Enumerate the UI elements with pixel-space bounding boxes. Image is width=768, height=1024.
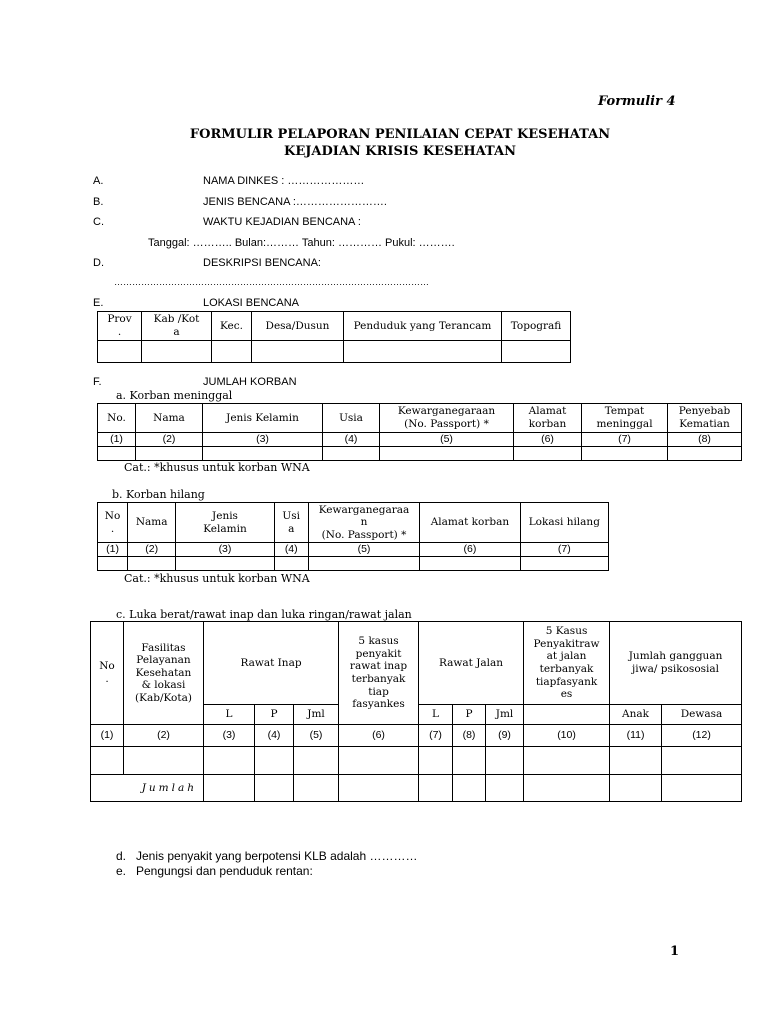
cell-empty[interactable] [668,447,742,461]
column-number: (8) [668,433,742,447]
header-tempat-meninggal: Tempat meninggal [582,404,668,433]
column-number: (3) [176,543,274,557]
column-number: (5) [380,433,514,447]
header-p: P [453,705,486,725]
header-dewasa: Dewasa [662,705,742,725]
cell-empty[interactable] [98,557,128,571]
column-number: (2) [136,433,203,447]
header-prov: Prov . [98,312,142,341]
column-number: (7) [520,543,608,557]
column-number: (1) [98,543,128,557]
page-number: 1 [670,944,680,959]
note-meninggal: Cat.: *khusus untuk korban WNA [124,461,310,474]
column-number: (8) [453,725,486,747]
cell-empty[interactable] [255,747,294,775]
header-desa: Desa/Dusun [252,312,344,341]
cell-empty[interactable] [176,557,274,571]
column-number: (6) [339,725,419,747]
cell-empty[interactable] [252,341,344,363]
header-l: L [204,705,255,725]
header-usia: Usi a [274,503,308,543]
column-number: (6) [514,433,582,447]
form-number: Formulir 4 [598,94,676,109]
section-b-text: JENIS BENCANA :……………………. [203,196,387,208]
cell-empty[interactable] [308,557,419,571]
header-alamat: Alamat korban [514,404,582,433]
table-row [98,447,742,461]
column-number: (7) [419,725,453,747]
header-kewarganegaraan: Kewarganegaraan (No. Passport) * [380,404,514,433]
header-jml: Jml [294,705,339,725]
cell-empty[interactable] [486,747,524,775]
section-e-letter: E. [93,297,104,309]
cell-empty[interactable] [339,775,419,802]
header-fasilitas: Fasilitas Pelayanan Kesehatan & lokasi (Kab/Kota) [124,622,204,725]
column-number: (3) [204,725,255,747]
header-no: No. [98,404,136,433]
column-number: (1) [91,725,124,747]
column-number: (12) [662,725,742,747]
header-jenis-kelamin: Jenis Kelamin [176,503,274,543]
cell-empty[interactable] [274,557,308,571]
title-line-2: KEJADIAN KRISIS KESEHATAN [284,144,516,159]
column-number: (11) [610,725,662,747]
cell-empty[interactable] [255,775,294,802]
column-number: (4) [274,543,308,557]
section-a-text: NAMA DINKES : ………………… [203,175,365,187]
header-no: No . [91,622,124,725]
column-number: (6) [420,543,520,557]
column-number: (3) [203,433,323,447]
korban-meninggal-table [97,403,742,461]
cell-empty[interactable] [98,341,142,363]
cell-empty[interactable] [339,747,419,775]
cell-empty[interactable] [420,557,520,571]
section-a-letter: A. [93,175,104,187]
column-number: (4) [255,725,294,747]
item-e-text: Pengungsi dan penduduk rentan: [136,864,313,878]
lokasi-table [97,311,571,363]
cell-empty[interactable] [91,747,124,775]
header-kasus-rawat-jalan: 5 Kasus Penyakitraw at jalan terbanyak tiapfasyank es [524,622,610,705]
cell-empty[interactable] [520,557,608,571]
table-row [91,747,742,775]
header-kasus-rawat-inap: 5 kasus penyakit rawat inap terbanyak tiap fasyankes [339,622,419,725]
header-l: L [419,705,453,725]
header-jenis-kelamin: Jenis Kelamin [203,404,323,433]
item-e-letter: e. [116,864,127,878]
column-number: (5) [294,725,339,747]
column-number: (10) [524,725,610,747]
note-hilang: Cat.: *khusus untuk korban WNA [124,572,310,585]
cell-empty[interactable] [204,747,255,775]
table-row [98,557,609,571]
column-number: (7) [582,433,668,447]
cell-empty[interactable] [524,747,610,775]
header-anak: Anak [610,705,662,725]
cell-empty[interactable] [610,747,662,775]
cell-empty[interactable] [419,747,453,775]
cell-empty[interactable] [582,447,668,461]
header-rawat-inap: Rawat Inap [204,622,339,705]
column-number: (2) [128,543,176,557]
section-b-letter: B. [93,196,104,208]
header-lokasi-hilang: Lokasi hilang [520,503,608,543]
cell-empty[interactable] [610,775,662,802]
cell-empty[interactable] [142,341,212,363]
cell-empty[interactable] [380,447,514,461]
header-nama: Nama [128,503,176,543]
cell-empty[interactable] [453,775,486,802]
column-number: (9) [486,725,524,747]
header-no: No . [98,503,128,543]
header-jml: Jml [486,705,524,725]
section-d-dots: …………………………………………………………………………………………… [114,277,429,287]
column-number: (5) [308,543,419,557]
section-c-text: WAKTU KEJADIAN BENCANA : [203,216,361,228]
cell-empty[interactable] [294,775,339,802]
header-kewarganegaraan: Kewarganegaraa n (No. Passport) * [308,503,419,543]
cell-empty[interactable] [124,747,204,775]
header-penyebab: Penyebab Kematian [668,404,742,433]
jumlah-row [91,775,742,802]
cell-empty[interactable] [486,775,524,802]
cell-empty[interactable] [419,775,453,802]
header-rawat-jalan: Rawat Jalan [419,622,524,705]
cell-empty[interactable] [204,775,255,802]
section-c-detail: Tanggal: ……….. Bulan:……… Tahun: ………… Pukul: ………. [148,237,455,249]
cell-empty[interactable] [294,747,339,775]
cell-empty[interactable] [453,747,486,775]
header-topografi: Topografi [502,312,571,341]
section-d-text: DESKRIPSI BENCANA: [203,257,321,269]
section-e-text: LOKASI BENCANA [203,297,299,309]
title-line-1: FORMULIR PELAPORAN PENILAIAN CEPAT KESEHATAN [189,127,611,142]
jumlah-label: Jumlah [91,775,204,802]
table-row [98,341,571,363]
section-f-text: JUMLAH KORBAN [203,376,297,388]
column-number: (1) [98,433,136,447]
header-nama: Nama [136,404,203,433]
cell-empty[interactable] [662,775,742,802]
column-number: (2) [124,725,204,747]
cell-empty[interactable] [524,775,610,802]
cell-empty[interactable] [203,447,323,461]
header-penduduk: Penduduk yang Terancam [344,312,502,341]
korban-hilang-label: b. Korban hilang [112,488,205,501]
section-c-letter: C. [93,216,104,228]
item-d-text: Jenis penyakit yang berpotensi KLB adalah ………… [136,849,418,863]
cell-empty[interactable] [98,447,136,461]
korban-hilang-table [97,502,609,571]
header-usia: Usia [323,404,380,433]
cell-empty[interactable] [502,341,571,363]
header-gangguan-jiwa: Jumlah gangguan jiwa/ psikososial [610,622,742,705]
cell-empty[interactable] [344,341,502,363]
cell-empty[interactable] [514,447,582,461]
luka-label: c. Luka berat/rawat inap dan luka ringan/rawat jalan [116,608,412,621]
header-kec: Kec. [212,312,252,341]
header-kab-kota: Kab /Kot a [142,312,212,341]
section-f-letter: F. [93,376,102,388]
header-empty [524,705,610,725]
item-d-letter: d. [116,849,127,863]
luka-table [90,621,742,802]
header-p: P [255,705,294,725]
korban-meninggal-label: a. Korban meninggal [116,389,233,402]
cell-empty[interactable] [136,447,203,461]
cell-empty[interactable] [128,557,176,571]
cell-empty[interactable] [662,747,742,775]
section-d-letter: D. [93,257,104,269]
header-alamat: Alamat korban [420,503,520,543]
cell-empty[interactable] [323,447,380,461]
cell-empty[interactable] [212,341,252,363]
column-number: (4) [323,433,380,447]
